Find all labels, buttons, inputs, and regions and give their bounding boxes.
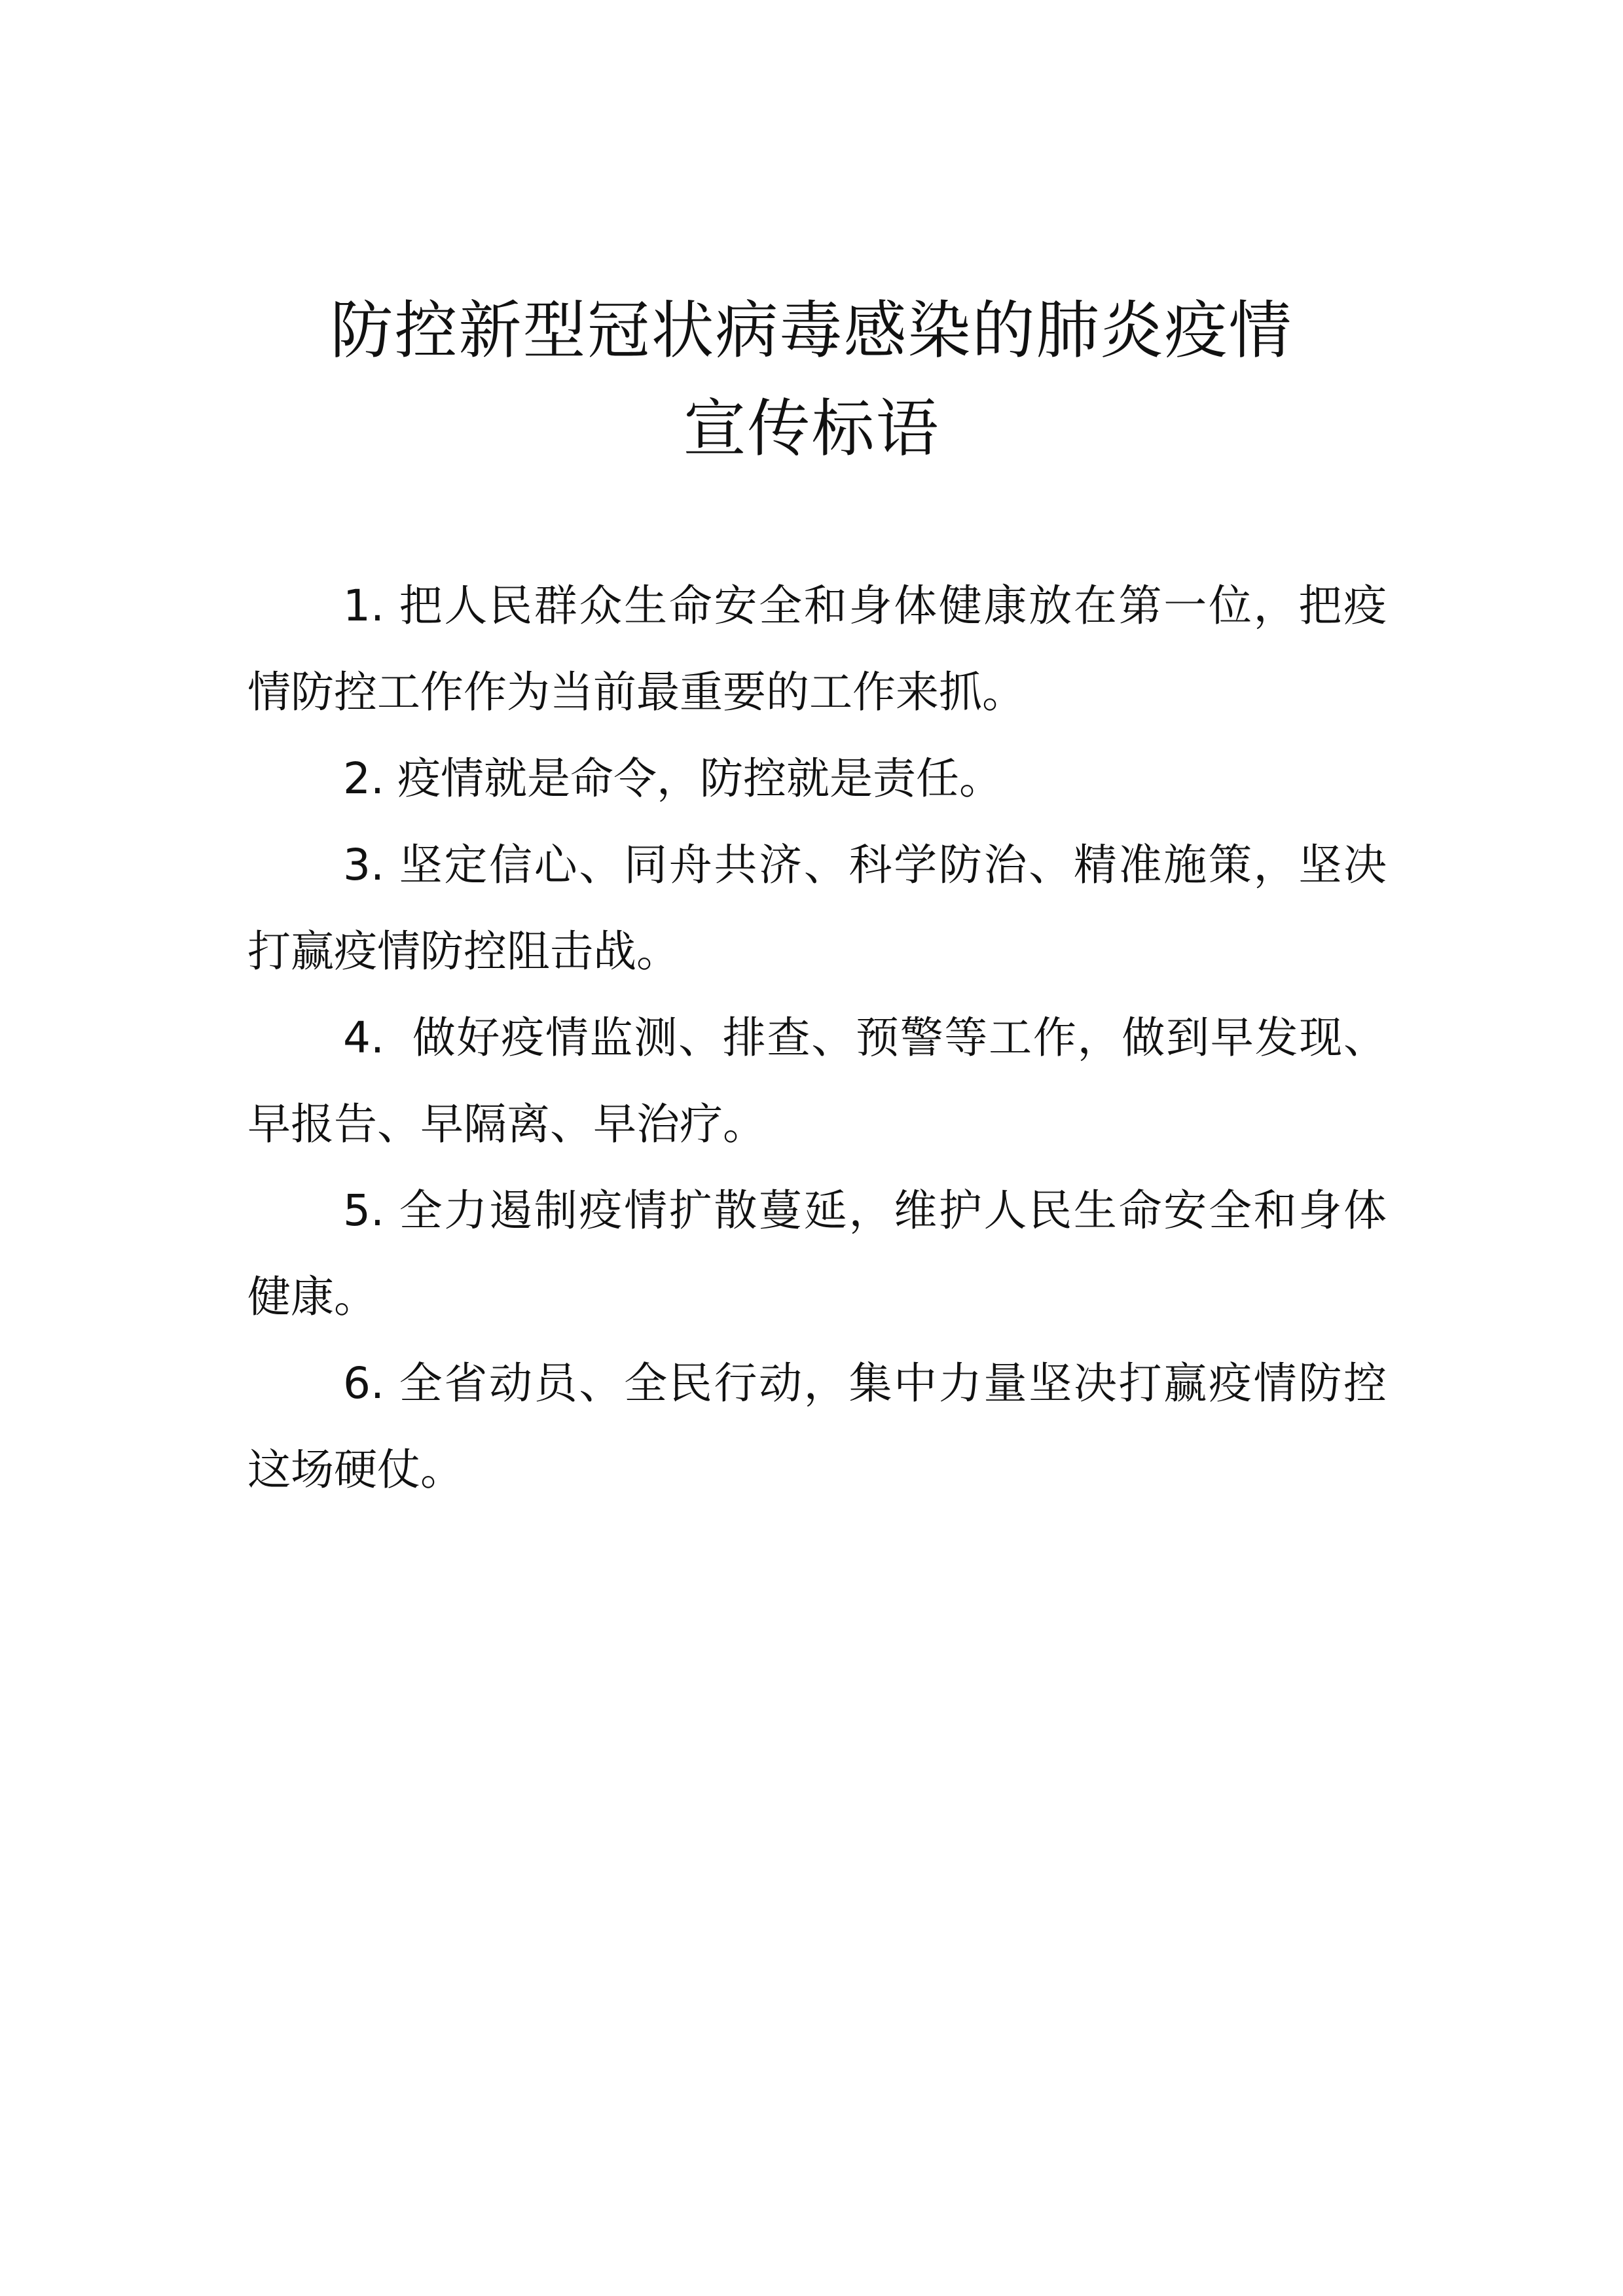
slogan-number: 6. [343,1358,384,1408]
title-line-2: 宣传标语 [683,392,940,465]
slogan-number: 1. [343,581,384,631]
slogan-text: 疫情就是命令，防控就是责任。 [397,753,1002,804]
slogan-item [247,1340,1387,1513]
slogan-item [247,822,1387,995]
slogan-item [247,1168,1387,1340]
document-title [0,281,1623,478]
slogan-text: 把人民群众生命安全和身体健康放在第一位，把疫情防控工作作为当前最重要的工作来抓。 [247,581,1387,717]
slogan-text: 全省动员、全民行动，集中力量坚决打赢疫情防控这场硬仗。 [247,1358,1387,1495]
slogan-text: 坚定信心、同舟共济、科学防治、精准施策，坚决打赢疫情防控阻击战。 [247,840,1387,977]
slogan-text: 做好疫情监测、排查、预警等工作，做到早发现、早报告、早隔离、早治疗。 [247,1013,1387,1149]
slogan-text: 全力遏制疫情扩散蔓延，维护人民生命安全和身体健康。 [247,1185,1387,1322]
title-line-1: 防控新型冠状病毒感染的肺炎疫情 [330,294,1293,367]
slogan-number: 2. [343,753,384,804]
slogan-item [247,563,1387,736]
slogan-number: 3. [343,840,384,890]
slogan-list [247,563,1387,1513]
slogan-item [247,995,1387,1168]
slogan-number: 4. [343,1013,384,1063]
slogan-number: 5. [343,1185,384,1236]
slogan-item [247,736,1387,822]
